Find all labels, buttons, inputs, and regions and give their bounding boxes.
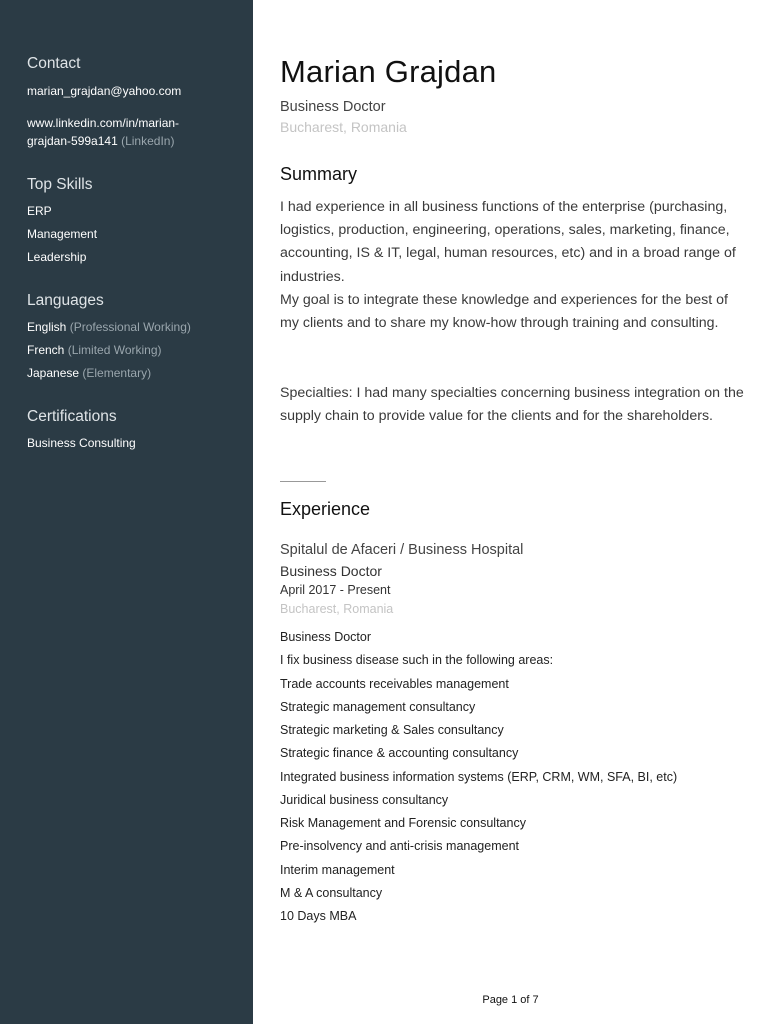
language-level: (Professional Working) bbox=[69, 320, 191, 334]
language-level: (Elementary) bbox=[82, 366, 152, 380]
section-divider bbox=[280, 481, 326, 482]
linkedin-url-line2 bbox=[27, 132, 242, 150]
description-line: 10 Days MBA bbox=[280, 909, 357, 923]
language-item bbox=[27, 318, 242, 336]
linkedin-link[interactable] bbox=[27, 114, 242, 150]
skill-item: ERP bbox=[27, 204, 52, 218]
language-item bbox=[27, 364, 242, 382]
profile-location: Bucharest, Romania bbox=[280, 119, 407, 135]
description-line: Integrated business information systems (ERP, CRM, WM, SFA, BI, etc) bbox=[280, 770, 678, 784]
contact-heading: Contact bbox=[27, 55, 81, 72]
sidebar bbox=[0, 0, 253, 1024]
description-line: Strategic marketing & Sales consultancy bbox=[280, 723, 504, 737]
language-level: (Limited Working) bbox=[67, 343, 162, 357]
skill-item: Management bbox=[27, 227, 98, 241]
profile-headline: Business Doctor bbox=[280, 99, 386, 115]
description-line: M & A consultancy bbox=[280, 886, 383, 900]
job-role: Business Doctor bbox=[280, 563, 382, 579]
certifications-heading: Certifications bbox=[27, 408, 117, 425]
description-line: Trade accounts receivables management bbox=[280, 677, 509, 691]
description-line: I fix business disease such in the following areas: bbox=[280, 653, 554, 667]
skill-item: Leadership bbox=[27, 250, 87, 264]
certification-item: Business Consulting bbox=[27, 436, 136, 450]
description-line: Business Doctor bbox=[280, 630, 372, 644]
linkedin-label: (LinkedIn) bbox=[121, 134, 175, 148]
summary-paragraph: I had experience in all business functions of the enterprise (purchasing, logistics, production, engineering, operations, sales, marketing, finance, accounting, IS & IT, legal, human resources, etc) and in a broad range of industries. bbox=[280, 199, 736, 285]
company-name: Spitalul de Afaceri / Business Hospital bbox=[280, 542, 524, 558]
summary-paragraph: My goal is to integrate these knowledge and experiences for the best of my clients and to share my know-how through training and consulting. bbox=[280, 292, 728, 332]
language-name: French bbox=[27, 343, 65, 357]
job-dates: April 2017 - Present bbox=[280, 583, 391, 597]
description-line: Juridical business consultancy bbox=[280, 793, 449, 807]
certifications-section bbox=[27, 408, 242, 452]
page-number: Page 1 of 7 bbox=[482, 994, 539, 1006]
job-location: Bucharest, Romania bbox=[280, 602, 394, 616]
language-name: English bbox=[27, 320, 67, 334]
description-line: Pre-insolvency and anti-crisis management bbox=[280, 839, 519, 853]
linkedin-url-line1: www.linkedin.com/in/marian- bbox=[27, 116, 180, 130]
language-name: Japanese bbox=[27, 366, 80, 380]
top-skills-heading: Top Skills bbox=[27, 176, 93, 193]
description-line: Interim management bbox=[280, 863, 395, 877]
profile-name: Marian Grajdan bbox=[280, 54, 497, 89]
summary-paragraph: Specialties: I had many specialties concerning business integration on the supply chain to provide value for the clients and for the shareholders. bbox=[280, 385, 744, 425]
summary-title: Summary bbox=[280, 164, 358, 184]
description-line: Risk Management and Forensic consultancy bbox=[280, 816, 526, 830]
experience-title: Experience bbox=[280, 499, 371, 519]
linkedin-url-part2: grajdan-599a141 bbox=[27, 134, 118, 148]
description-line: Strategic finance & accounting consultancy bbox=[280, 746, 519, 760]
top-skills-section bbox=[27, 176, 242, 266]
language-item bbox=[27, 341, 242, 359]
contact-section bbox=[27, 55, 242, 150]
email-link[interactable]: marian_grajdan@yahoo.com bbox=[27, 84, 182, 98]
languages-heading: Languages bbox=[27, 292, 104, 309]
languages-section bbox=[27, 292, 242, 382]
description-line: Strategic management consultancy bbox=[280, 700, 476, 714]
